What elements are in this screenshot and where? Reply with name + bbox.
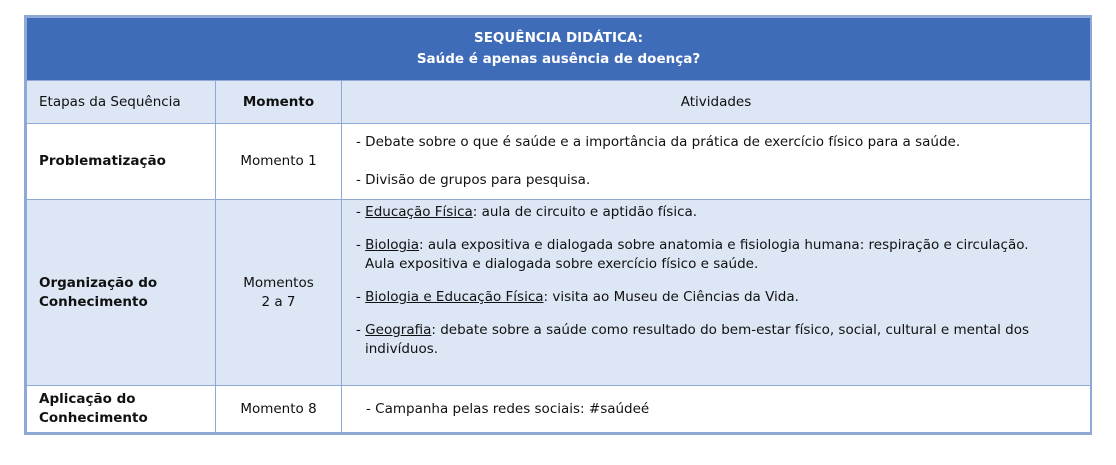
activities-cell <box>342 386 1091 433</box>
table-title <box>27 18 1091 81</box>
moment-cell: Momentos 2 a 7 <box>216 200 342 386</box>
stage-cell: Problematização <box>27 124 216 200</box>
stage-cell: Aplicação do Conhecimento <box>27 386 216 433</box>
activity-continuation: indivíduos. <box>365 341 439 357</box>
activity-item: - Biologia: aula expositiva e dialogada sobre anatomia e fisiologia humana: respiração e circulação. <box>356 237 1029 253</box>
activity-item: - Debate sobre o que é saúde e a importância da prática de exercício físico para a saúde. <box>356 134 961 150</box>
didactic-sequence-table-frame <box>24 15 1092 435</box>
activity-item: - Biologia e Educação Física: visita ao Museu de Ciências da Vida. <box>356 289 799 305</box>
header-activities: Atividades <box>342 81 1091 124</box>
table-row <box>27 124 1091 200</box>
header-stages: Etapas da Sequência <box>27 81 216 124</box>
activity-item: - Geografia: debate sobre a saúde como resultado do bem-estar físico, social, cultural e mental dos <box>356 322 1030 338</box>
table-row <box>27 386 1091 433</box>
title-line-1: SEQUÊNCIA DIDÁTICA: <box>473 30 644 46</box>
activities-cell <box>342 200 1091 386</box>
moment-cell: Momento 1 <box>216 124 342 200</box>
activity-item: - Campanha pelas redes sociais: #saúdeé <box>366 400 650 417</box>
activities-cell <box>342 124 1091 200</box>
moment-cell: Momento 8 <box>216 386 342 433</box>
header-moment: Momento <box>216 81 342 124</box>
activity-item: - Educação Física: aula de circuito e aptidão física. <box>356 204 698 220</box>
activity-continuation: Aula expositiva e dialogada sobre exercício físico e saúde. <box>365 256 759 272</box>
stage-cell: Organização do Conhecimento <box>27 200 216 386</box>
activity-item: - Divisão de grupos para pesquisa. <box>356 172 591 188</box>
table-row <box>27 200 1091 386</box>
title-line-2: Saúde é apenas ausência de doença? <box>416 51 701 67</box>
didactic-sequence-table <box>26 17 1091 433</box>
header-row <box>27 81 1091 124</box>
